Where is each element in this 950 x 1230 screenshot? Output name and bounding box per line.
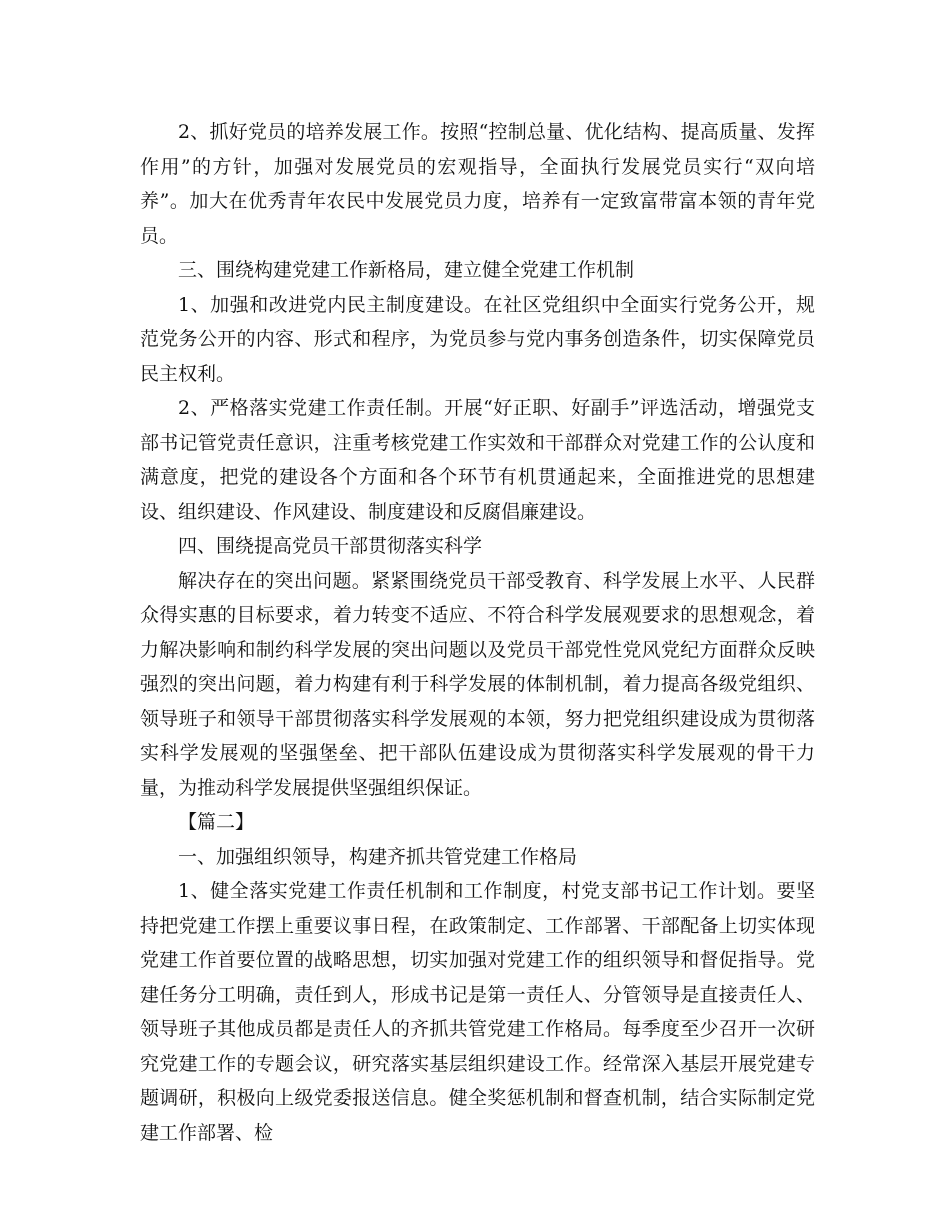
heading-section-three: 三、围绕构建党建工作新格局，建立健全党建工作机制 [178, 259, 635, 281]
paragraph-inner-party-democracy: 1、加强和改进党内民主制度建设。在社区党组织中全面实行党务公开，规范党务公开的内容、形式和程序，为党员参与党内事务创造条件，切实保障党员民主权利。 [140, 293, 815, 385]
paragraph-work-mechanism: 1、健全落实党建工作责任机制和工作制度，村党支部书记工作计划。要坚持把党建工作摆上重要议事日程，在政策制定、工作部署、干部配备上切实体现党建工作首要位置的战略思想，切实加强对党建工作的组织领导和督促指导。党建任务分工明确，责任到人，形成书记是第一责任人、分管领导是直接责任人、领导班子其他成员都是责任人的齐抓共管党建工作格局。每季度至少召开一次研究党建工作的专题会议，研究落实基层组织建设工作。经常深入基层开展党建专题调研，积极向上级党委报送信息。健全奖惩机制和督查机制，结合实际制定党建工作部署、检 [140, 880, 815, 1144]
heading-section-four: 四、围绕提高党员干部贯彻落实科学 [178, 535, 483, 557]
paragraph-cultivate-members: 2、抓好党员的培养发展工作。按照“控制总量、优化结构、提高质量、发挥作用”的方针，加强对发展党员的宏观指导，全面执行发展党员实行“双向培养”。加大在优秀青年农民中发展党员力度，培养有一定致富带富本领的青年党员。 [140, 121, 815, 247]
heading-part-two: 【篇二】 [178, 811, 255, 833]
paragraph-solve-problems: 解决存在的突出问题。紧紧围绕党员干部受教育、科学发展上水平、人民群众得实惠的目标要求，着力转变不适应、不符合科学发展观要求的思想观念，着力解决影响和制约科学发展的突出问题以及党员干部党性党风党纪方面群众反映强烈的突出问题，着力构建有利于科学发展的体制机制，着力提高各级党组织、领导班子和领导干部贯彻落实科学发展观的本领，努力把党组织建设成为贯彻落实科学发展观的坚强堡垒、把干部队伍建设成为贯彻落实科学发展观的骨干力量，为推动科学发展提供坚强组织保证。 [140, 569, 815, 799]
paragraph-responsibility-system: 2、严格落实党建工作责任制。开展“好正职、好副手”评选活动，增强党支部书记管党责任意识，注重考核党建工作实效和干部群众对党建工作的公认度和满意度，把党的建设各个方面和各个环节有机贯通起来，全面推进党的思想建设、组织建设、作风建设、制度建设和反腐倡廉建设。 [140, 397, 815, 523]
heading-section-one: 一、加强组织领导，构建齐抓共管党建工作格局 [178, 845, 578, 868]
document-page [140, 115, 815, 1150]
